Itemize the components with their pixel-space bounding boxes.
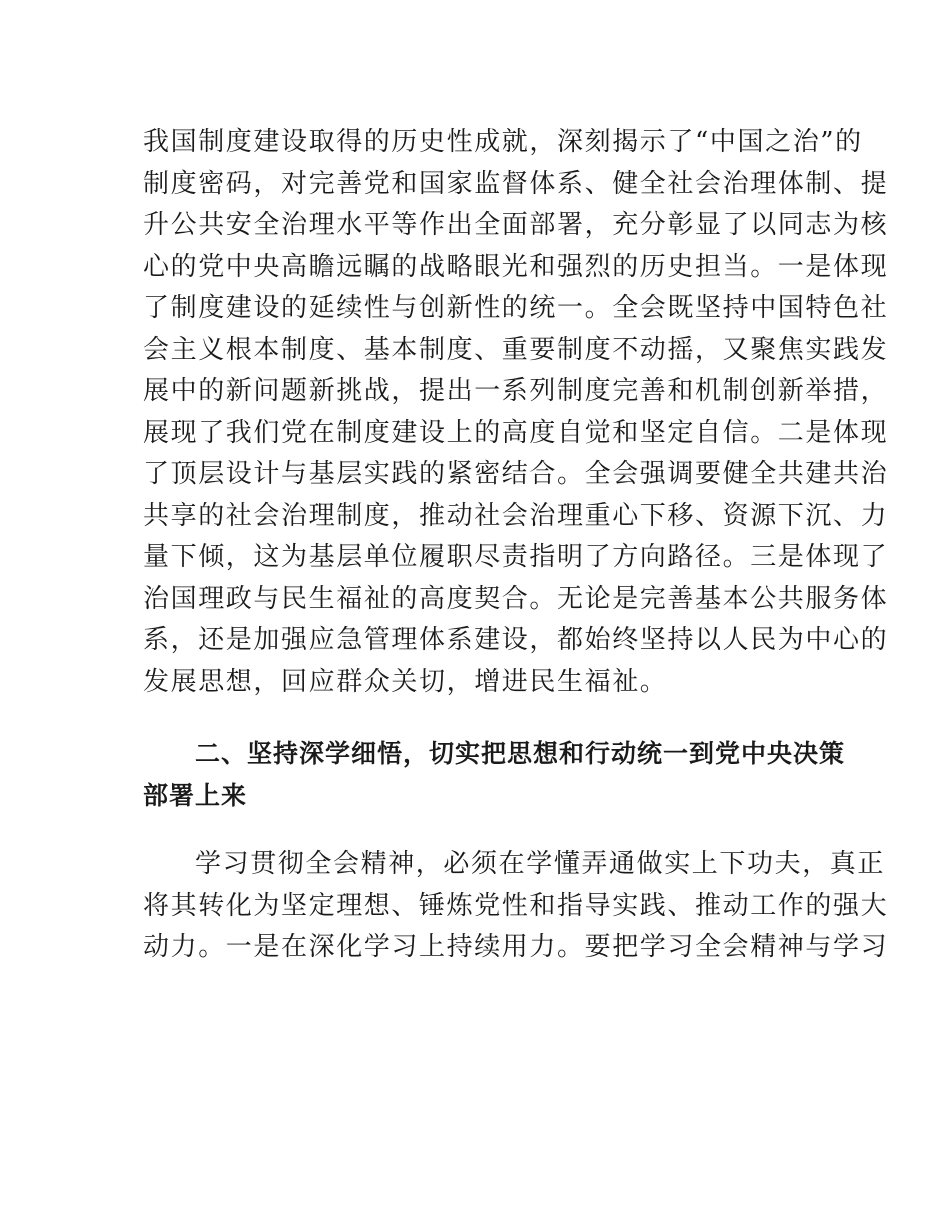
text-line: 发展思想，回应群众关切，增进民生福祉。 <box>143 666 668 697</box>
text-line: 治国理政与民生福祉的高度契合。无论是完善基本公共服务体 <box>143 583 889 614</box>
text-line: 我国制度建设取得的历史性成就，深刻揭示了“中国之治”的 <box>143 127 863 157</box>
text-line: 了制度建设的延续性与创新性的统一。全会既坚持中国特色社 <box>143 293 889 323</box>
text-line: 制度密码，对完善党和国家监督体系、健全社会治理体制、提 <box>143 168 889 199</box>
text-line: 升公共安全治理水平等作出全面部署，充分彰显了以同志为核 <box>143 210 889 240</box>
text-line: 共享的社会治理制度，推动社会治理重心下移、资源下沉、力 <box>143 500 889 531</box>
text-line: 动力。一是在深化学习上持续用力。要把学习全会精神与学习 <box>143 932 889 962</box>
text-line: 量下倾，这为基层单位履职尽责指明了方向路径。三是体现了 <box>143 542 889 572</box>
heading-line: 部署上来 <box>143 780 248 810</box>
text-line: 展中的新问题新挑战，提出一系列制度完善和机制创新举措， <box>143 376 889 406</box>
text-line: 系，还是加强应急管理体系建设，都始终坚持以人民为中心的 <box>143 625 889 655</box>
text-line: 了顶层设计与基层实践的紧密结合。全会强调要健全共建共治 <box>143 459 889 489</box>
heading-line: 二、坚持深学细悟，切实把思想和行动统一到党中央决策 <box>195 739 846 768</box>
document-page <box>143 122 889 969</box>
body-paragraph-2 <box>143 844 889 969</box>
text-line: 展现了我们党在制度建设上的高度自觉和坚定自信。二是体现 <box>143 417 889 448</box>
text-line: 学习贯彻全会精神，必须在学懂弄通做实上下功夫，真正 <box>195 849 886 879</box>
text-line: 将其转化为坚定理想、锤炼党性和指导实践、推动工作的强大 <box>143 890 889 921</box>
text-line: 会主义根本制度、基本制度、重要制度不动摇，又聚焦实践发 <box>143 334 889 365</box>
text-line: 心的党中央高瞻远瞩的战略眼光和强烈的历史担当。一是体现 <box>143 251 889 282</box>
body-paragraph-1 <box>143 122 889 703</box>
section-heading <box>143 733 846 816</box>
